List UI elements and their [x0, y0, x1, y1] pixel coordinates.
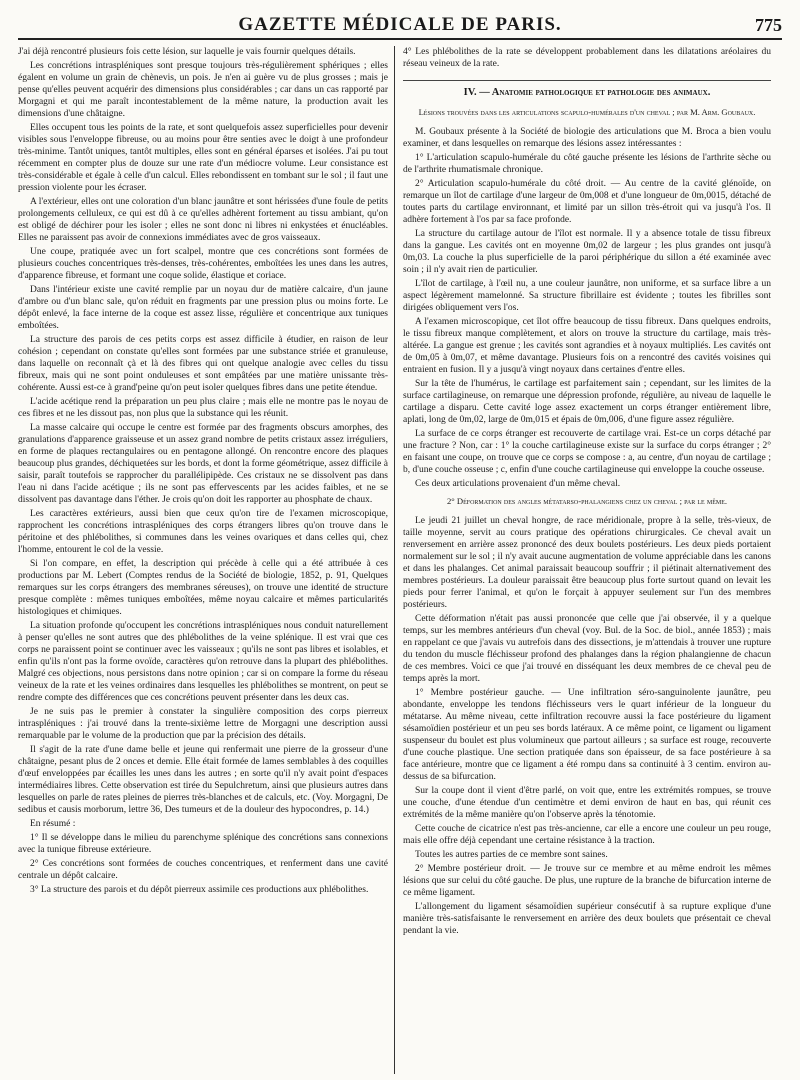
paragraph: Une coupe, pratiquée avec un fort scalpel, montre que ces concrétions sont formées de plusieurs couches concentriques très-denses, très-cohérentes, emboîtées les unes dans les autres, d'apparence fibreuse, et formant une coque solide, élastique et coriace.	[18, 247, 388, 281]
paragraph: A l'extérieur, elles ont une coloration d'un blanc jaunâtre et sont hérissées d'une foule de petits prolongements celluleux, ce qui est dû à ce qu'elles adhèrent fortement au tissu ambiant, qu'on est obligé de déchirer pour les isoler ; elles ne sont donc ni libres ni enkystées et énucléables. Elles ne paraissent pas avoir de connexions immédiates avec de gros vaisseaux.	[18, 197, 388, 243]
paragraph: L'acide acétique rend la préparation un peu plus claire ; mais elle ne montre pas le noyau de ces fibres et ne les dissout pas, non plus que la substance qui les réunit.	[18, 397, 388, 419]
article-subheading: Lésions trouvées dans les articulations scapulo-humérales d'un cheval ; par M. Arm. Goubaux.	[418, 107, 756, 117]
paragraph: Cette couche de cicatrice n'est pas très-ancienne, car elle a encore une couleur un peu rouge, mais elle offre déjà cependant une certaine résistance à la traction.	[403, 824, 771, 846]
paragraph: Dans l'intérieur existe une cavité remplie par un noyau dur de matière calcaire, d'un jaune d'ambre ou d'un blanc sale, qu'on réduit en fragments par une pression plus ou moins forte. Le dépôt enlevé, la face interne de la coque est assez lisse, régulière et concentrique aux tuniques emboîtées.	[18, 285, 388, 331]
paragraph: L'îlot de cartilage, à l'œil nu, a une couleur jaunâtre, non uniforme, et sa surface libre a un aspect légèrement mamelonné. Sa structure fibrillaire est évidente ; toutes les fibrilles sont dirigées obliquement vers l'os.	[403, 279, 771, 313]
paragraph: La structure du cartilage autour de l'îlot est normale. Il y a absence totale de tissu fibreux dans la gangue. Les cavités ont en moyenne 0m,02 de largeur ; les plus grandes ont jusqu'à 0m,03. La couche la plus superficielle de la paroi périphérique du sillon a été examinée avec soin ; il n'y avait rien de particulier.	[403, 229, 771, 275]
section-heading: IV. — Anatomie pathologique et pathologie des animaux.	[403, 80, 771, 99]
paragraph: 1° L'articulation scapulo-humérale du côté gauche présente les lésions de l'arthrite sèche ou de l'arthrite rhumatismale chronique.	[403, 153, 771, 175]
page-header	[18, 14, 782, 40]
paragraph: 2° Membre postérieur droit. — Je trouve sur ce membre et au même endroit les mêmes lésions que sur celui du côté gauche. De plus, une rupture de la branche de bifurcation interne de ce même ligament.	[403, 864, 771, 898]
article-subheading: 2° Déformation des angles métatarso-phalangiens chez un cheval ; par le même.	[446, 496, 728, 506]
left-column	[18, 46, 394, 1074]
page-number: 775	[755, 15, 782, 35]
paragraph: Cette déformation n'était pas aussi prononcée que celle que j'ai observée, il y a quelque temps, sur les membres antérieurs d'un cheval (voy. Bul. de la Soc. de biol., année 1853) ; mais en rappelant ce que j'avais vu autrefois dans des dissections, je m'attendais à trouver une rupture du tendon du muscle fléchisseur profond des phalanges dans la région phalangienne de chacun de ces membres. Voici ce que j'ai trouvé en disséquant les deux membres de ce cheval peu de temps après la mort.	[403, 614, 771, 684]
paragraph: Sur la coupe dont il vient d'être parlé, on voit que, entre les extrémités rompues, se trouve une couche, d'une étendue d'un centimètre et demi environ de haut en bas, qui réunit ces extrémités de la même manière qu'on l'observe après la ténotomie.	[403, 786, 771, 820]
paragraph: A l'examen microscopique, cet îlot offre beaucoup de tissu fibreux. Dans quelques endroits, le tissu fibreux manque complètement, et alors on trouve la structure du cartilage, mais très-altérée. La gangue est grenue ; les cavités sont agrandies et à noyaux multipliés. Les cavités ont de 0m,05 à 0m,07, et même davantage. Plusieurs fois on a rencontré des cavités voisines qui entraient en fusion. Il y a jusqu'à vingt noyaux dans certaines d'entre elles.	[403, 317, 771, 375]
paragraph: Il s'agit de la rate d'une dame belle et jeune qui renfermait une pierre de la grosseur d'une châtaigne, pesant plus de 2 onces et demie. Elle était formée de lames semblables à des coquilles d'œuf enveloppées par écailles les unes dans les autres ; en sorte qu'il n'y avait point d'espaces intermédiaires libres. Cette observation est tirée du Sepulchretum, ainsi que plusieurs autres dans lesquelles on parle de rates pleines de pierres très-blanches et de calculs, etc. (Voy. Morgagni, De sedibus et causis morborum, lettre 36, Des tumeurs et de la douleur des hypocondres, p. 14.)	[18, 745, 388, 815]
paragraph: Le jeudi 21 juillet un cheval hongre, de race méridionale, propre à la selle, très-vieux, de taille moyenne, servit au cours pratique des opérations chirurgicales. Ce cheval avait un renversement en arrière assez prononcé des deux boulets postérieurs. Les deux pieds portaient normalement sur le sol ; il n'y avait aucune augmentation de volume appréciable dans les canons et dans les phalanges. Cet animal paraissait beaucoup souffrir ; il piétinait alternativement des membres postérieurs. La douleur paraissait être beaucoup plus forte surtout quand on levait les pieds pour ferrer l'animal, et qu'on le forçait à appuyer seulement sur l'un des membres postérieurs.	[403, 516, 771, 610]
paragraph: La surface de ce corps étranger est recouverte de cartilage vrai. Est-ce un corps détaché par une fracture ? Non, car : 1° la couche cartilagineuse existe sur la surface du corps étranger ; 2° en faisant une coupe, on trouve que ce corps se compose : a, au centre, d'un noyau de cartilage ; b, d'une couche osseuse ; c, enfin d'une couche cartilagineuse qui enveloppe la couche osseuse.	[403, 429, 771, 475]
paragraph: 3° La structure des parois et du dépôt pierreux assimile ces productions aux phlébolithes.	[30, 885, 369, 895]
paragraph: Si l'on compare, en effet, la description qui précède à celle qui a été attribuée à ces productions par M. Lebert (Comptes rendus de la Société de biologie, 1852, p. 91, Quelques remarques sur les corps étrangers des membranes séreuses), on trouve une identité de structure presque complète : mêmes tuniques emboîtées, même noyau calcaire et mêmes particularités histologiques et chimiques.	[18, 559, 388, 617]
paragraph: Je ne suis pas le premier à constater la singulière composition des corps pierreux intraspléniques : j'ai trouvé dans la trente-sixième lettre de Morgagni une description aussi remarquable par le volume de la production que par la précision des détails.	[18, 707, 388, 741]
paragraph: Elles occupent tous les points de la rate, et sont quelquefois assez superficielles pour devenir visibles sous l'enveloppe fibreuse, ou au moins pour être senties avec le doigt à une profondeur très-minime. Tantôt uniques, tantôt multiples, elles sont en général éparses et isolées. J'ai pu tout récemment en compter plus de douze sur une rate d'un médiocre volume. Leur consistance est très-considérable et égale à celle d'un calcul. Elles rebondissent en tombant sur le sol ; il faut une pression violente pour les écraser.	[18, 123, 388, 193]
right-column	[395, 46, 771, 1074]
paragraph: La structure des parois de ces petits corps est assez difficile à étudier, en raison de leur cohésion ; cependant on constate qu'elles sont formées par une substance striée et granuleuse, dans laquelle on reconnaît çà et là des fibres qui ont quelque analogie avec celles du tissu fibreux, mais qui ne sont point onduleuses et sont empâtées par une matière unissante très-cohérente. Aussi est-ce à grand'peine qu'on peut isoler quelques fibres dans une petite étendue.	[18, 335, 388, 393]
paragraph: 4° Les phlébolithes de la rate se développent probablement dans les dilatations aréolaires du réseau veineux de la rate.	[403, 47, 771, 69]
journal-title: GAZETTE MÉDICALE DE PARIS.	[238, 14, 562, 35]
paragraph: 1° Il se développe dans le milieu du parenchyme splénique des concrétions sans connexions avec la tunique fibreuse extérieure.	[18, 833, 388, 855]
paragraph: Toutes les autres parties de ce membre sont saines.	[415, 850, 608, 860]
text-columns	[18, 46, 782, 1074]
paragraph: 1° Membre postérieur gauche. — Une infiltration séro-sanguinolente jaunâtre, peu abondante, enveloppe les tendons fléchisseurs vers le quart inférieur de la longueur du métatarse. Au même niveau, cette infiltration recouvre aussi la face postérieure du ligament sésamoïdien postérieur et un peu ses bords latéraux. A ce même point, ce ligament ou ligament suspenseur du boulet est plus volumineux que partout ailleurs ; sa surface est rouge, recouverte d'une couche plastique. Une section pratiquée dans son épaisseur, de sa face postérieure à sa face antérieure, montre que ce ligament a été rompu dans sa continuité à 3 centim. environ au-dessus de sa bifurcation.	[403, 688, 771, 782]
paragraph: 2° Ces concrétions sont formées de couches concentriques, et renferment dans une cavité centrale un dépôt calcaire.	[18, 859, 388, 881]
paragraph: La masse calcaire qui occupe le centre est formée par des fragments obscurs amorphes, des granulations d'apparence graisseuse et un assez grand nombre de petits cristaux assez irréguliers, en forme de plaques rectangulaires ou en pentagone allongé. On rencontre encore des plaques beaucoup plus grandes, déchiquetées sur les bords, et dont la forme géométrique, assez difficile à saisir, paraît toutefois se rapprocher du parallélipipède. Ces cristaux ne se dissolvent pas dans l'eau ni dans l'acide acétique ; ils ne sont pas effervescents par les acides faibles, et ne se dissolvent pas davantage dans l'éther. Je crois qu'on doit les rapporter au phosphate de chaux.	[18, 423, 388, 505]
paragraph: Les concrétions intraspléniques sont presque toujours très-régulièrement sphériques ; elles égalent en volume un grain de chènevis, un pois. Je n'en ai guère vu de plus grosses ; mais je pense qu'elles peuvent acquérir des dimensions plus considérables ; car dans un cas rapporté par Morgagni et qui me paraît incontestablement de la même nature, la production avait les dimensions d'une châtaigne.	[18, 61, 388, 119]
paragraph: 2° Articulation scapulo-humérale du côté droit. — Au centre de la cavité glénoïde, on remarque un îlot de cartilage d'une largeur de 0m,008 et d'une longueur de 0m,0015, détaché de toutes parts du cartilage environnant, et limité par un sillon très-étroit qui va jusqu'à l'os. Il adhère fortement à l'os par sa face profonde.	[403, 179, 771, 225]
paragraph: Ces deux articulations provenaient d'un même cheval.	[415, 479, 621, 489]
paragraph: Sur la tête de l'humérus, le cartilage est parfaitement sain ; cependant, sur les limites de la surface cartilagineuse, on remarque une dépression profonde, régulière, au niveau de laquelle le cartilage a disparu. Cette cavité loge assez exactement un corps étranger entièrement libre, aplati, long de 0m,02, large de 0m,015 et épais de 0m,006, d'une figure assez régulière.	[403, 379, 771, 425]
paragraph: M. Goubaux présente à la Société de biologie des articulations que M. Broca a bien voulu examiner, et dans lesquelles on remarque des lésions assez intéressantes :	[403, 127, 771, 149]
paragraph: En résumé :	[30, 819, 76, 829]
paragraph: J'ai déjà rencontré plusieurs fois cette lésion, sur laquelle je vais fournir quelques détails.	[18, 47, 356, 57]
paragraph: L'allongement du ligament sésamoïdien supérieur consécutif à sa rupture explique d'une manière très-satisfaisante le renversement en arrière des deux boulets que présentait ce cheval pendant la vie.	[403, 902, 771, 936]
paragraph: Les caractères extérieurs, aussi bien que ceux qu'on tire de l'examen microscopique, rapprochent les concrétions intraspléniques des corps étrangers libres qu'on trouve dans le péritoine et des phlébolithes, si communes dans les veines ovariques et dans celles qui, chez l'homme, entourent le col de la vessie.	[18, 509, 388, 555]
paragraph: La situation profonde qu'occupent les concrétions intraspléniques nous conduit naturellement à penser qu'elles ne sont autres que des phlébolithes de la veine splénique. Il est vrai que ces corps ne paraissent point se continuer avec les vaisseaux ; qu'ils ne sont pas libres et isolables, et enfin qu'ils n'ont pas la forme ovoïde, caractères qu'on retrouve dans la plupart des phlébolithes. Malgré ces objections, nous persistons dans notre opinion ; car si on compare la forme du réseau veineux de la rate et les veines ordinaires dans lesquelles les phlébolithes se montrent, on peut se rendre compte des différences que ces concrétions peuvent présenter dans les deux cas.	[18, 621, 388, 703]
